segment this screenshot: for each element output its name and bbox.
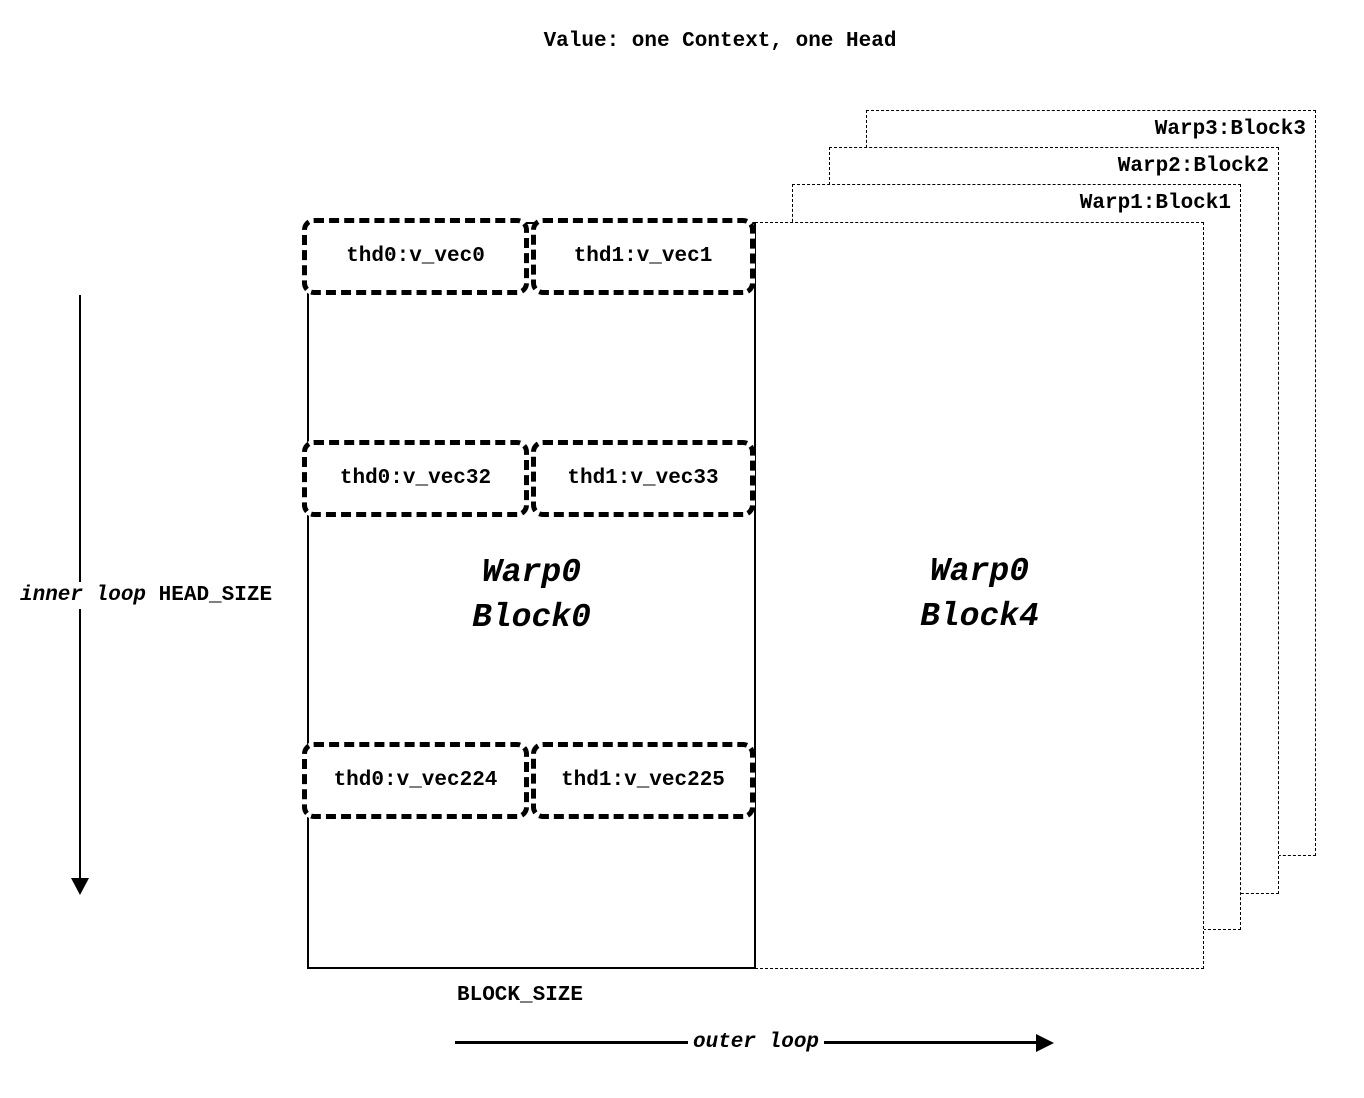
label-space	[146, 584, 159, 607]
warp0-block0-label-block: Block0	[472, 599, 591, 636]
warp0-block4-label-block: Block4	[920, 598, 1039, 635]
warp0-block0-label	[309, 550, 754, 640]
inner-loop-label: inner loop	[20, 584, 147, 607]
block-size-label: BLOCK_SIZE	[456, 984, 584, 1007]
warp0-block4-label	[756, 549, 1203, 639]
thread-vector-cell-thd1-v-vec225: thd1:v_vec225	[531, 742, 755, 819]
arrow-head-right-icon	[1036, 1034, 1054, 1052]
thread-vector-cell-thd1-v-vec1: thd1:v_vec1	[531, 218, 755, 295]
head-size-label: HEAD_SIZE	[158, 584, 273, 607]
inner-loop-head-size-label	[16, 582, 276, 609]
warp1-block1-label: Warp1:Block1	[1079, 192, 1231, 215]
thread-vector-cell-thd0-v-vec224: thd0:v_vec224	[302, 742, 529, 819]
warp3-block3-label: Warp3:Block3	[1154, 118, 1306, 141]
thread-vector-cell-thd0-v-vec0: thd0:v_vec0	[302, 218, 529, 295]
thread-vector-cell-thd0-v-vec32: thd0:v_vec32	[302, 440, 529, 517]
diagram-title: Value: one Context, one Head	[543, 30, 897, 53]
warp0-block4-label-warp: Warp0	[929, 553, 1030, 590]
warp0-block0-rect	[307, 222, 756, 969]
warp0-block4-rect	[755, 222, 1204, 969]
thread-vector-cell-thd1-v-vec33: thd1:v_vec33	[531, 440, 755, 517]
warp2-block2-label: Warp2:Block2	[1117, 155, 1269, 178]
outer-loop-label: outer loop	[688, 1029, 824, 1056]
warp0-block0-label-warp: Warp0	[481, 554, 582, 591]
arrow-head-down-icon	[71, 878, 89, 895]
